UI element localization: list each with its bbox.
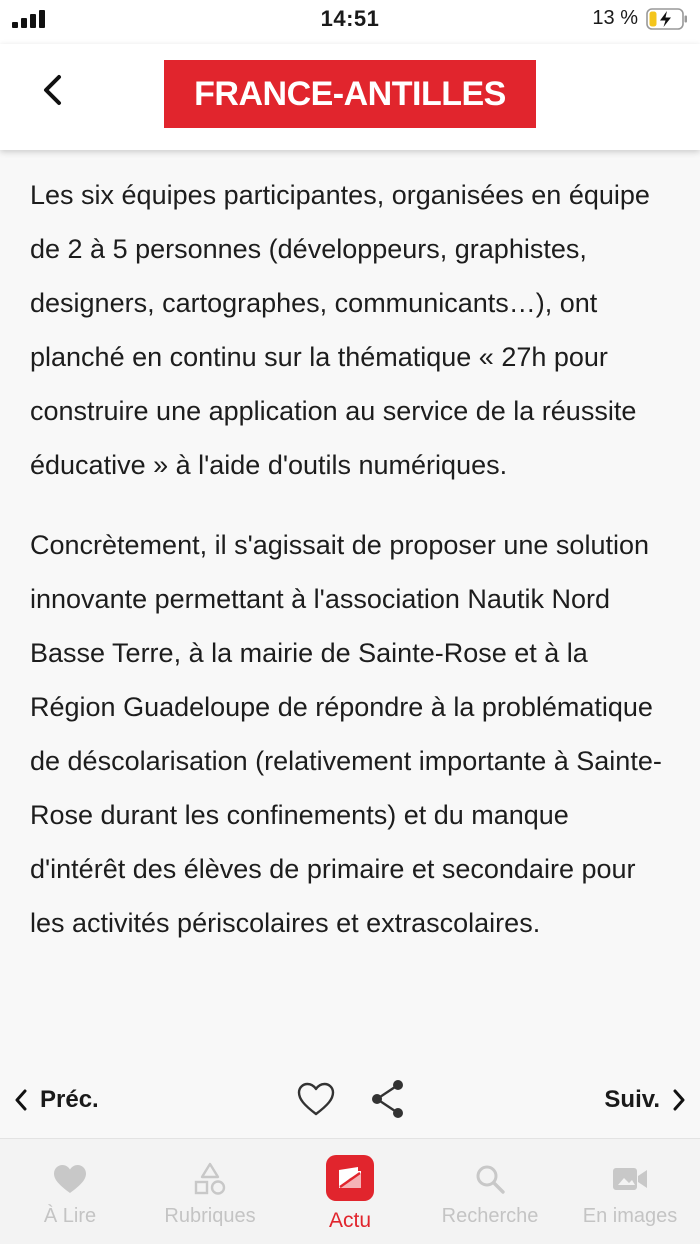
next-label: Suiv. <box>604 1086 660 1113</box>
article-paragraph: Les six équipes participantes, organisées en équipe de 2 à 5 personnes (développeurs, graphistes, designers, cartographes, communicants…), ont planché en continu sur la thématique « 27h pour construire une application au service de la réussite éducative » à l'aide d'outils numériques. <box>30 180 650 480</box>
search-icon <box>474 1163 506 1195</box>
article-paragraph: Concrètement, il s'agissait de proposer une solution innovante permettant à l'association Nautik Nord Basse Terre, à la mairie de Sainte-Rose et à la Région Guadeloupe de répondre à la problématique de déscolarisation (relativement importante à Sainte-Rose durant les confinements) et du manque d'intérêt des élèves de primaire et secondaire pour les activités périscolaires et extrascolaires. <box>30 530 662 938</box>
back-button[interactable] <box>34 70 70 110</box>
article-nav-bar <box>0 1066 700 1136</box>
tab-rubriques[interactable] <box>140 1139 280 1244</box>
tab-a-lire[interactable] <box>0 1139 140 1244</box>
shapes-icon <box>193 1162 227 1196</box>
tab-actu[interactable] <box>280 1139 420 1244</box>
status-bar <box>0 0 700 44</box>
tab-en-images[interactable] <box>560 1139 700 1244</box>
heart-icon <box>53 1164 87 1194</box>
chevron-left-icon <box>41 74 63 106</box>
previous-label: Préc. <box>40 1086 99 1113</box>
next-article-button[interactable] <box>604 1082 686 1118</box>
tab-label: Rubriques <box>164 1205 256 1227</box>
app-header <box>0 44 700 150</box>
france-antilles-logo <box>164 60 536 128</box>
share-icon[interactable] <box>368 1078 408 1120</box>
chevron-right-icon <box>672 1089 686 1111</box>
tab-recherche[interactable] <box>420 1139 560 1244</box>
previous-article-button[interactable] <box>14 1082 99 1118</box>
status-time: 14:51 <box>320 6 380 31</box>
logo-text: FRANCE-ANTILLES <box>194 74 506 113</box>
video-camera-icon <box>612 1165 648 1193</box>
tab-label: Recherche <box>441 1205 539 1227</box>
actu-icon <box>326 1155 374 1201</box>
bottom-tab-bar <box>0 1138 700 1244</box>
heart-icon[interactable] <box>296 1080 336 1120</box>
tab-label: Actu <box>328 1209 372 1232</box>
tab-label: À Lire <box>43 1205 97 1227</box>
article-body <box>0 150 700 1060</box>
battery-charging-icon <box>646 8 688 30</box>
battery-percent: 13 % <box>592 7 638 29</box>
tab-label: En images <box>582 1205 678 1227</box>
chevron-left-icon <box>14 1089 28 1111</box>
